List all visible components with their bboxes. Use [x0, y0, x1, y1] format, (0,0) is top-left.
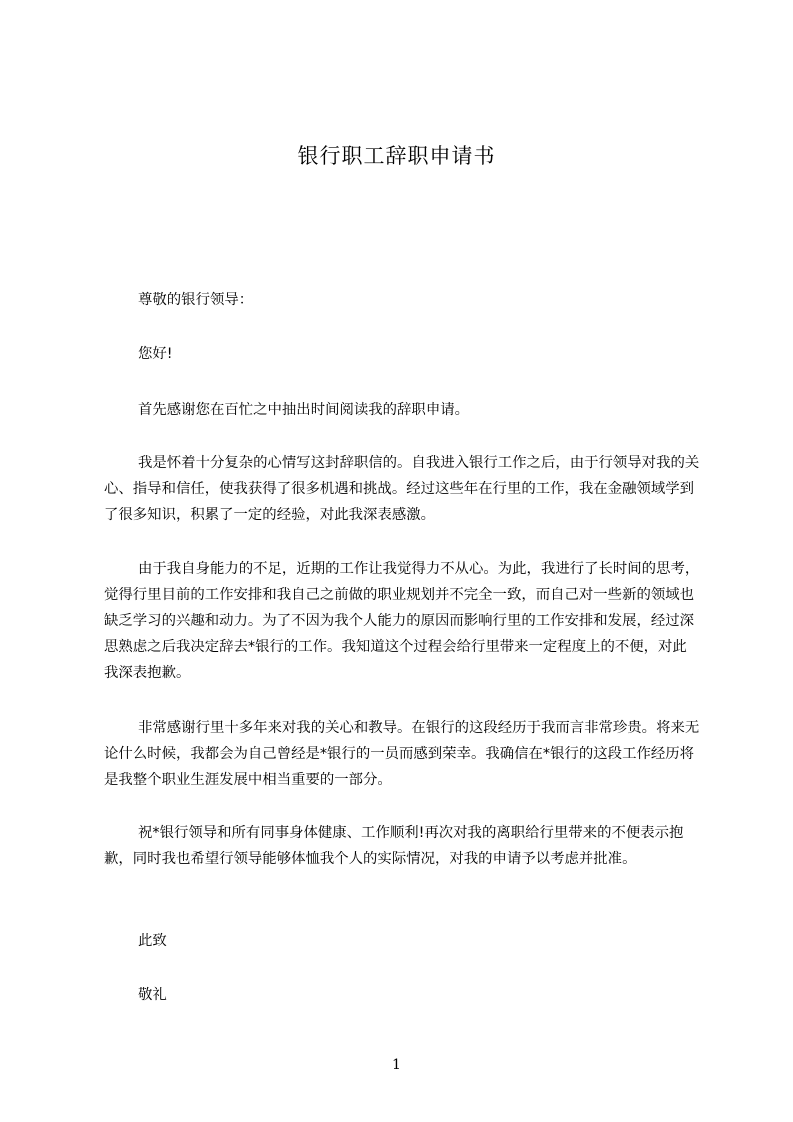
page-number: 1 [392, 1057, 401, 1073]
body-paragraph-3: 非常感谢行里十多年来对我的关心和教导。在银行的这段经历于我而言非常珍贵。将来无论什么时候，我都会为自己曾经是*银行的一员而感到荣幸。我确信在*银行的这段工作经历将是我整个职业生涯发展中相当重要的一部分。 [104, 720, 700, 788]
greeting: 您好! [138, 346, 173, 362]
thanks-line: 首先感谢您在百忙之中抽出时间阅读我的辞职申请。 [138, 402, 469, 418]
body-paragraph-1: 我是怀着十分复杂的心情写这封辞职信的。自我进入银行工作之后，由于行领导对我的关心、指导和信任，使我获得了很多机遇和挑战。经过这些年在行里的工作，我在金融领域学到了很多知识，积累了一定的经验，对此我深表感激。 [104, 455, 700, 523]
body-paragraph-4: 祝*银行领导和所有同事身体健康、工作顺利!再次对我的离职给行里带来的不便表示抱歉，同时我也希望行领导能够体恤我个人的实际情况，对我的申请予以考虑并批准。 [104, 825, 684, 867]
document-title: 银行职工辞职申请书 [297, 144, 496, 168]
closing-line-1: 此致 [138, 933, 167, 949]
body-paragraph-2: 由于我自身能力的不足，近期的工作让我觉得力不从心。为此，我进行了长时间的思考，觉得行里目前的工作安排和我自己之前做的职业规划并不完全一致，而自己对一些新的领域也缺乏学习的兴趣和动力。为了不因为我个人能力的原因而影响行里的工作安排和发展，经过深思熟虑之后我决定辞去*银行的工作。我知道这个过程会给行里带来一定程度上的不便，对此我深表抱歉。 [104, 561, 700, 681]
salutation: 尊敬的银行领导： [138, 292, 254, 308]
closing-line-2: 敬礼 [138, 987, 167, 1003]
